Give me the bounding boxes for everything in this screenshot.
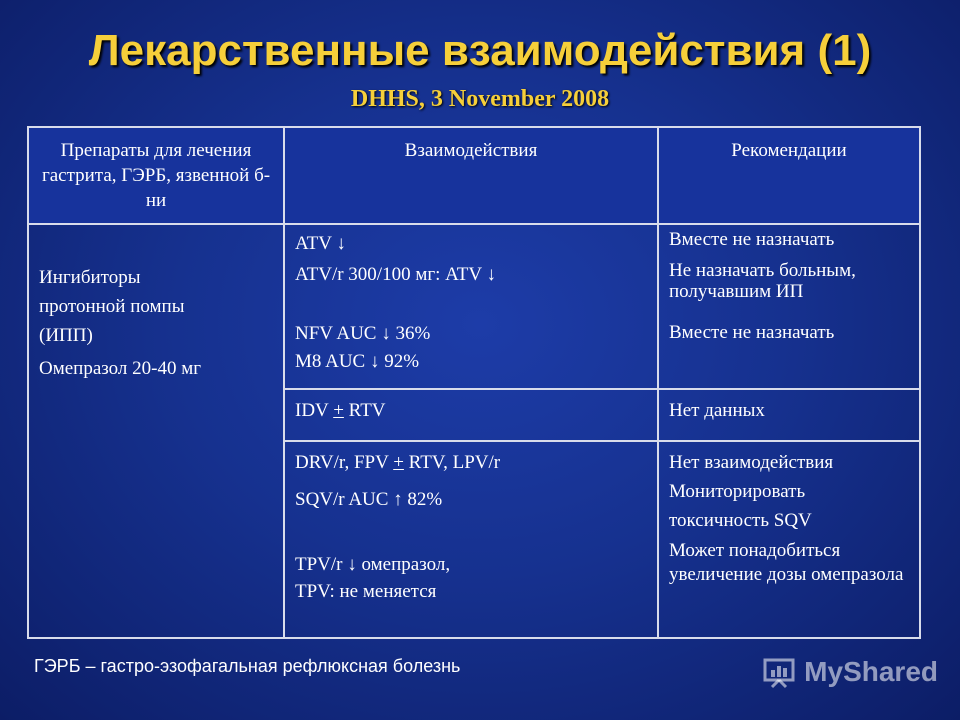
interaction-item: M8 AUC ↓ 92% xyxy=(295,351,420,372)
interaction-item: DRV/r, FPV + RTV, LPV/r xyxy=(295,452,501,473)
recommendation-item: Может понадобиться увеличение дозы омепразола xyxy=(669,540,904,585)
drug-class-name: Ингибиторы протонной помпы (ИПП) xyxy=(39,267,185,346)
recommendations-cell xyxy=(658,441,920,638)
recommendation-item: Нет взаимодействия xyxy=(669,452,834,473)
interactions-cell xyxy=(284,224,658,389)
interactions-table xyxy=(27,126,921,639)
recommendation-item: токсичность SQV xyxy=(669,510,812,531)
drug-dose: Омепразол 20-40 мг xyxy=(39,358,202,379)
table-header-row xyxy=(28,127,920,224)
recommendation-item: Нет данных xyxy=(669,400,765,421)
interaction-item: TPV/r ↓ омепразол, xyxy=(295,554,451,575)
recommendation-item: Вместе не назначать xyxy=(669,229,835,250)
footnote: ГЭРБ – гастро-эзофагальная рефлюксная болезнь xyxy=(34,656,461,676)
interaction-item: ATV/r 300/100 мг: ATV ↓ xyxy=(295,264,497,285)
recommendation-item: Вместе не назначать xyxy=(669,322,835,343)
presentation-icon xyxy=(762,655,796,689)
recommendations-cell xyxy=(658,224,920,389)
plus-minus-mark: + xyxy=(393,452,404,473)
recommendation-item: Не назначать больным, получавшим ИП xyxy=(669,260,856,302)
interaction-item: ATV ↓ xyxy=(295,233,346,254)
watermark-logo xyxy=(762,655,938,689)
recommendations-cell xyxy=(658,389,920,441)
recommendation-item: Мониторировать xyxy=(669,481,806,502)
plus-minus-mark: + xyxy=(333,400,344,421)
watermark-text: MyShared xyxy=(804,656,938,687)
slide-subtitle: DHHS, 3 November 2008 xyxy=(350,86,610,112)
table-row xyxy=(28,224,920,389)
slide-title xyxy=(0,26,960,76)
interactions-cell: IDV + RTV xyxy=(284,389,658,441)
drug-class-cell xyxy=(28,224,284,638)
header-interactions: Взаимодействия xyxy=(284,127,658,224)
interaction-item: TPV: не меняется xyxy=(295,581,437,602)
interactions-cell xyxy=(284,441,658,638)
interaction-item: NFV AUC ↓ 36% xyxy=(295,323,431,344)
header-recommendations: Рекомендации xyxy=(658,127,920,224)
interaction-item: SQV/r AUC ↑ 82% xyxy=(295,489,443,510)
title-text: Лекарственные взаимодействия (1) xyxy=(88,26,872,75)
header-drugs: Препараты для лечения гастрита, ГЭРБ, язвенной б-ни xyxy=(28,127,284,224)
